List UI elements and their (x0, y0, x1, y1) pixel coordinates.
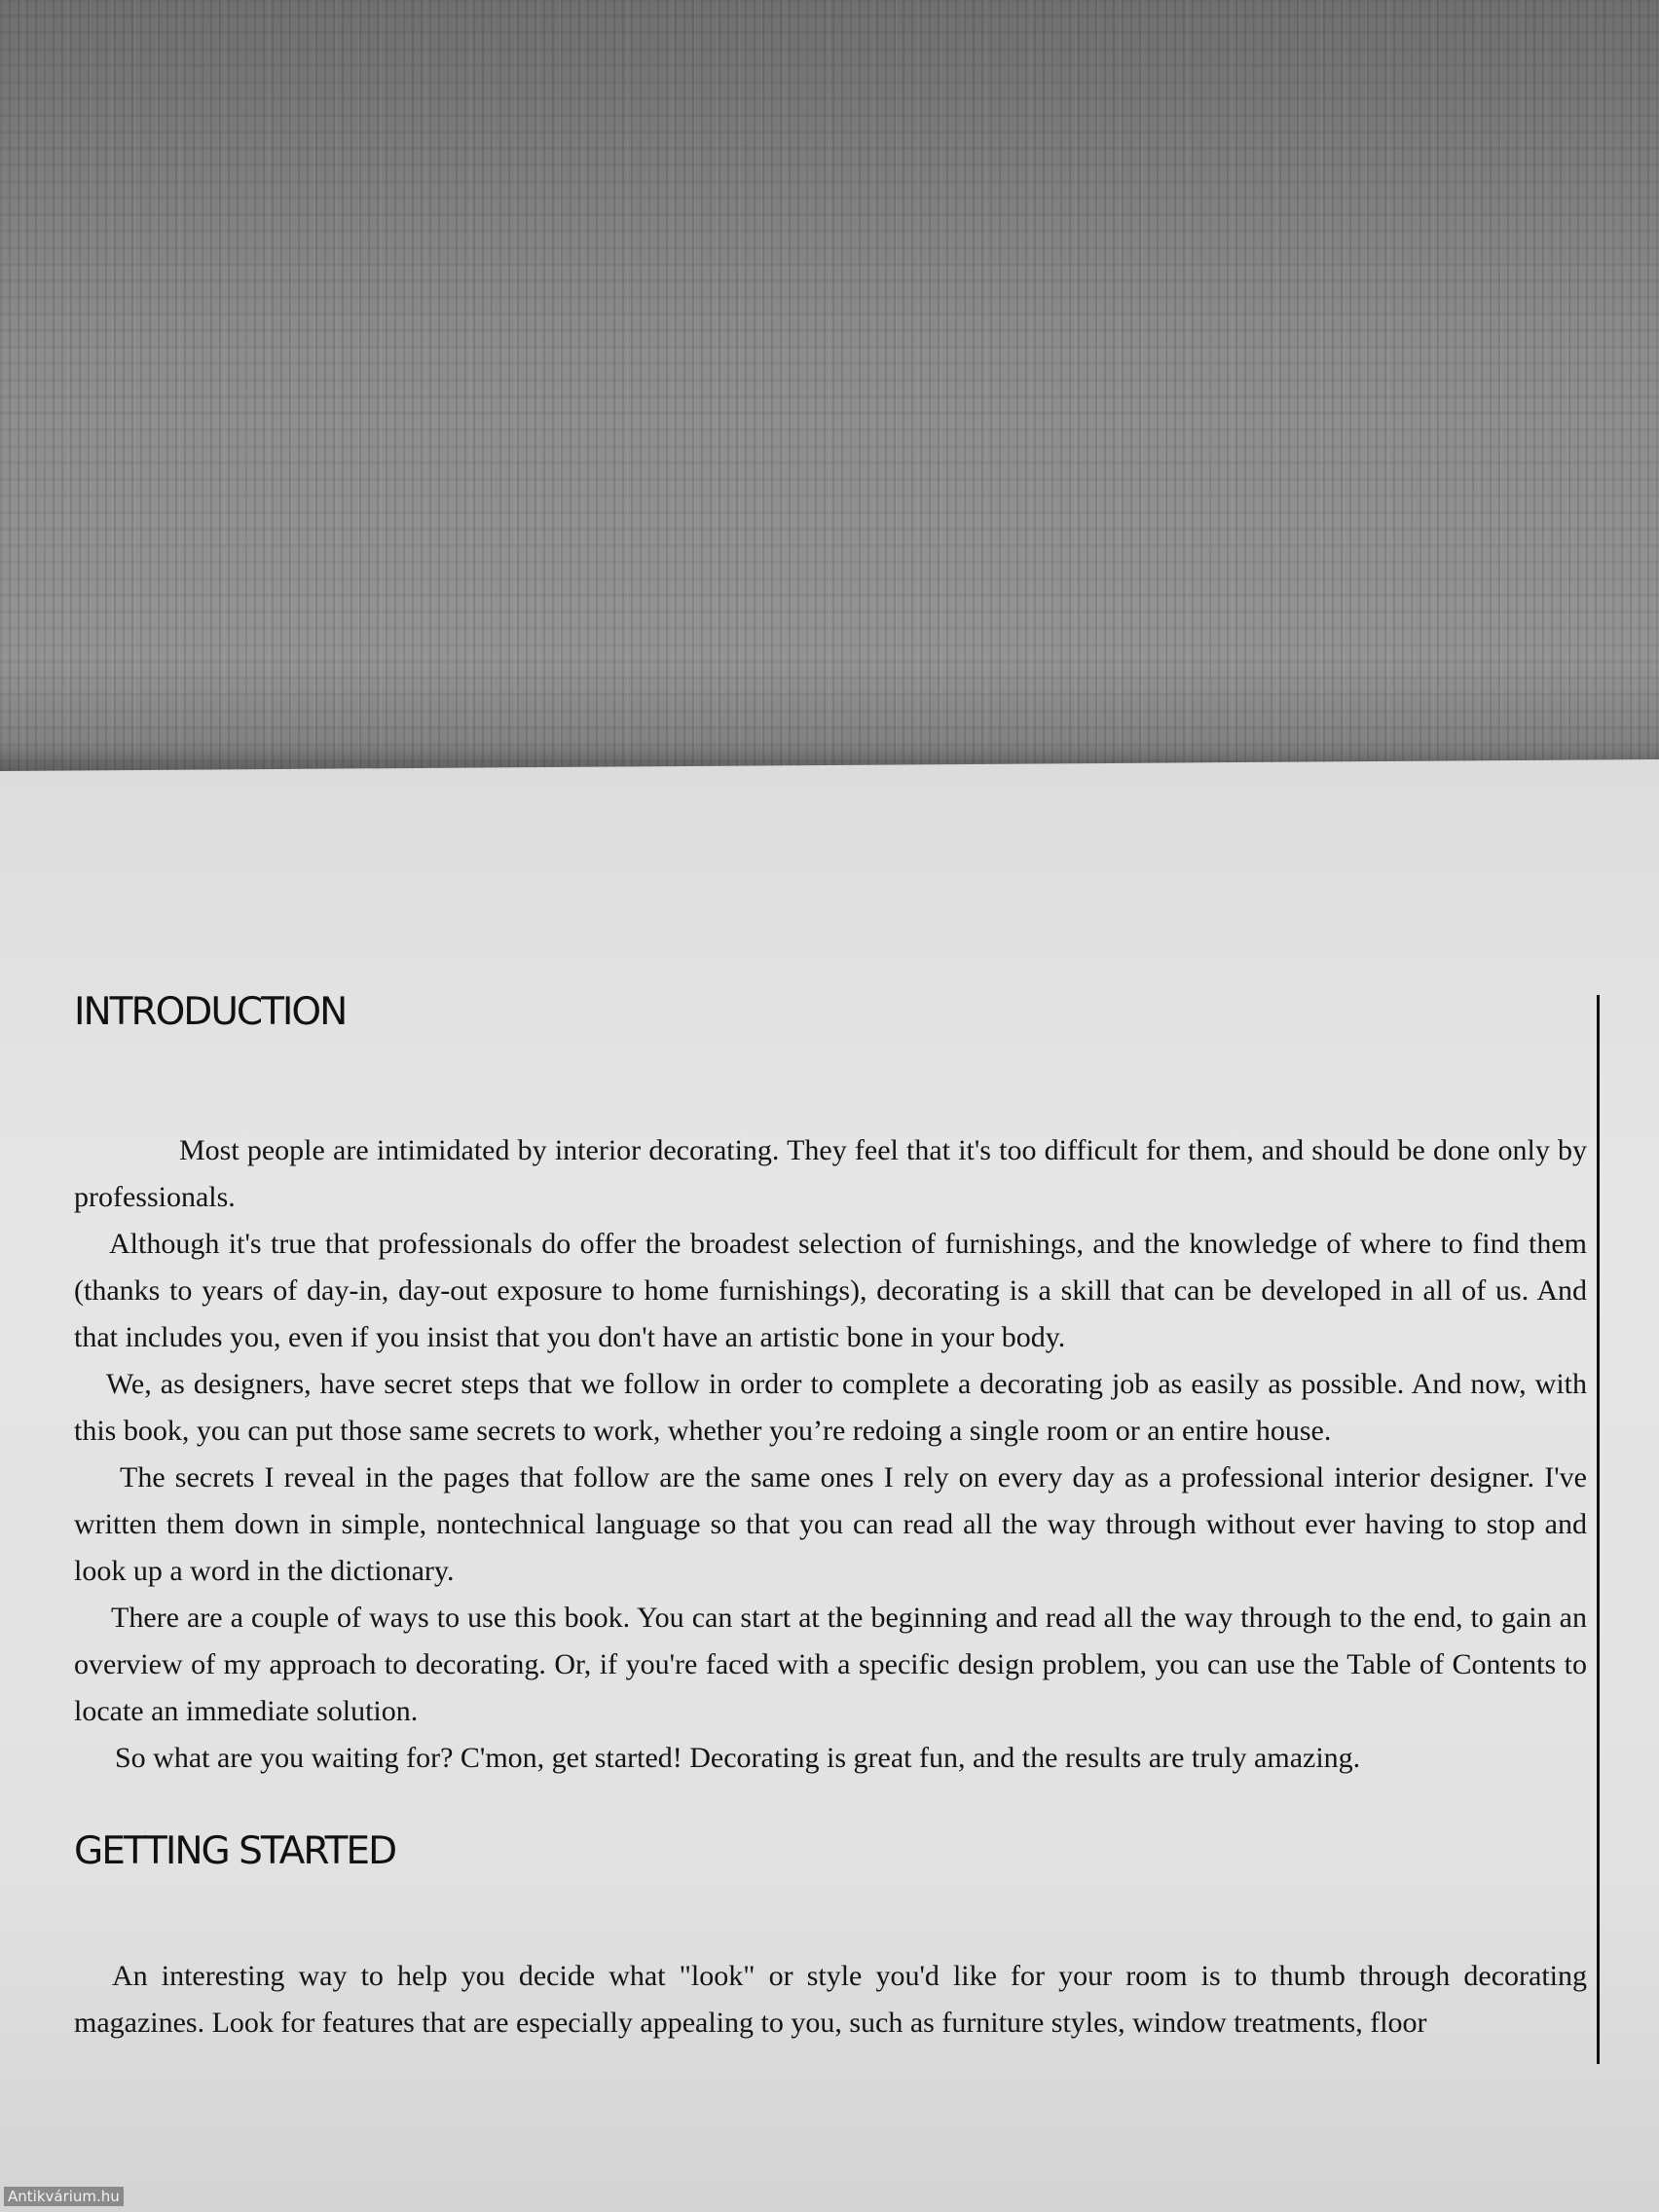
wood-table-background (0, 0, 1659, 779)
intro-paragraph-3: We, as designers, have secret steps that we follow in order to complete a decorating job as easily as possible. And now, with this book, you can put those same secrets to work, whether you’re redoing a single room or an entire house. (74, 1368, 1587, 1447)
introduction-heading: INTRODUCTION (74, 990, 347, 1034)
intro-paragraph-5: There are a couple of ways to use this book. You can start at the beginning and read all the way through to the end, to gain an overview of my approach to decorating. Or, if you're faced with a specific design problem, you can use the Table of Contents to locate an immediate solution. (74, 1602, 1587, 1727)
page-content (74, 983, 1587, 2046)
intro-paragraph-1: Most people are intimidated by interior decorating. They feel that it's too difficult for them, and should be done only by professionals. (74, 1134, 1587, 1213)
watermark-label: Antikvárium.hu (4, 2187, 124, 2206)
intro-paragraph-2: Although it's true that professionals do offer the broadest selection of furnishings, and the knowledge of where to find them (thanks to years of day-in, day-out exposure to home furnishings), decorating is a skill that can be developed in all of us. And that includes you, even if you insist that you don't have an artistic bone in your body. (74, 1228, 1587, 1353)
intro-paragraph-6: So what are you waiting for? C'mon, get started! Decorating is great fun, and the results are truly amazing. (115, 1742, 1361, 1774)
getting-started-paragraph-1: An interesting way to help you decide what "look" or style you'd like for your room is to thumb through decorating magazines. Look for features that are especially appealing to you, such as furniture styles, window treatments, floor (74, 1960, 1587, 2039)
margin-rule (1597, 995, 1600, 2064)
getting-started-heading: GETTING STARTED (74, 1829, 396, 1873)
intro-paragraph-4: The secrets I reveal in the pages that follow are the same ones I rely on every day as a professional interior designer. I've written them down in simple, nontechnical language so that you can read all the way through without ever having to stop and look up a word in the dictionary. (74, 1461, 1587, 1587)
